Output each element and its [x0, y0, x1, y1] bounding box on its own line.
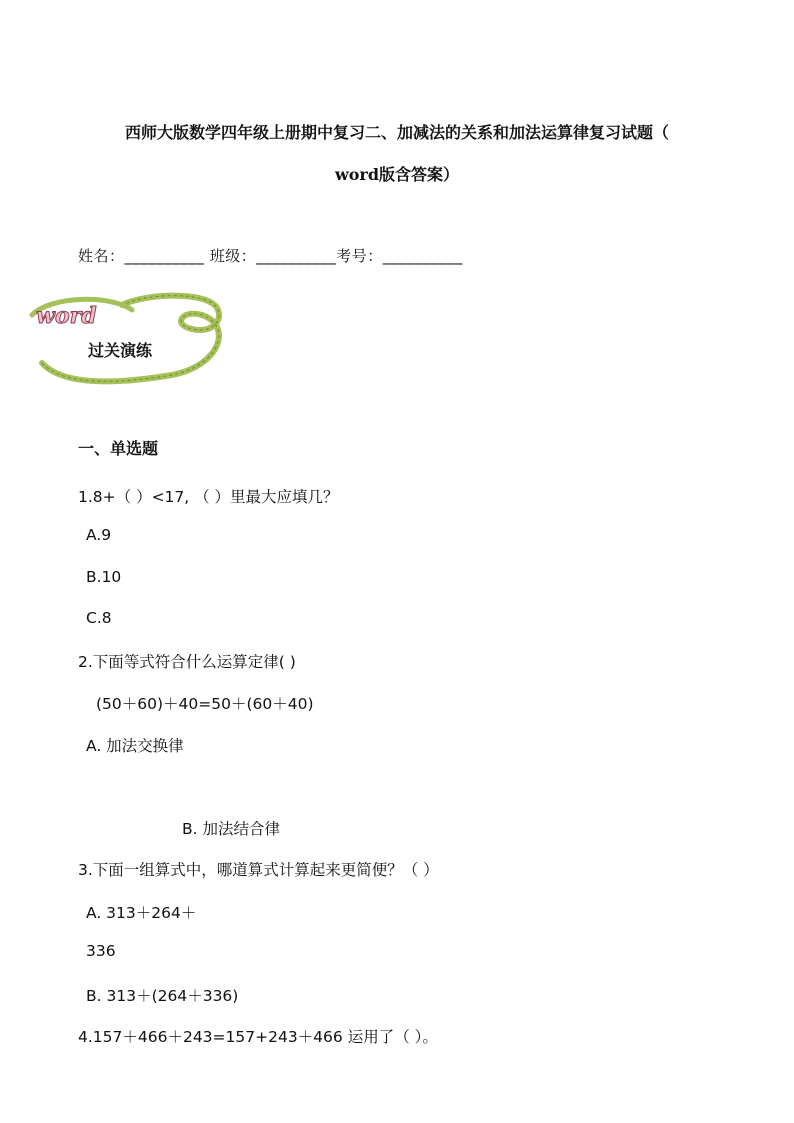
word-logo-text: word: [36, 303, 97, 329]
section-heading: 一、单选题: [78, 439, 159, 458]
question-4-stem: 4.157＋466＋243=157+243＋466 运用了（ ）。: [78, 1028, 438, 1046]
question-1-option-a[interactable]: A.9: [86, 526, 112, 544]
document-title-line-2: word版含答案）: [334, 165, 460, 184]
question-3-option-a[interactable]: A. 313＋264＋: [86, 904, 197, 922]
question-3-stem: 3.下面一组算式中，哪道算式计算起来更简便？（ ）: [78, 861, 439, 879]
question-2-option-a[interactable]: A. 加法交换律: [86, 737, 184, 755]
question-3-option-b[interactable]: B. 313＋(264＋336): [86, 987, 239, 1005]
question-1-option-c[interactable]: C.8: [86, 609, 112, 627]
student-info-line: 姓名：__________ 班级：__________考号：__________: [78, 247, 463, 265]
document-title-line-1: 西师大版数学四年级上册期中复习二、加减法的关系和加法运算律复习试题（: [124, 123, 669, 142]
question-1-stem: 1.8+（ ）<17, （ ）里最大应填几？: [78, 488, 339, 506]
question-3-option-a-continued: 336: [86, 942, 116, 960]
question-2-expression: (50＋60)＋40=50＋(60＋40): [96, 695, 314, 713]
banner-label: 过关演练: [88, 341, 153, 360]
question-1-option-b[interactable]: B.10: [86, 568, 122, 586]
question-2-stem: 2.下面等式符合什么运算定律( ): [78, 653, 296, 671]
question-2-option-b[interactable]: B. 加法结合律: [182, 820, 280, 838]
